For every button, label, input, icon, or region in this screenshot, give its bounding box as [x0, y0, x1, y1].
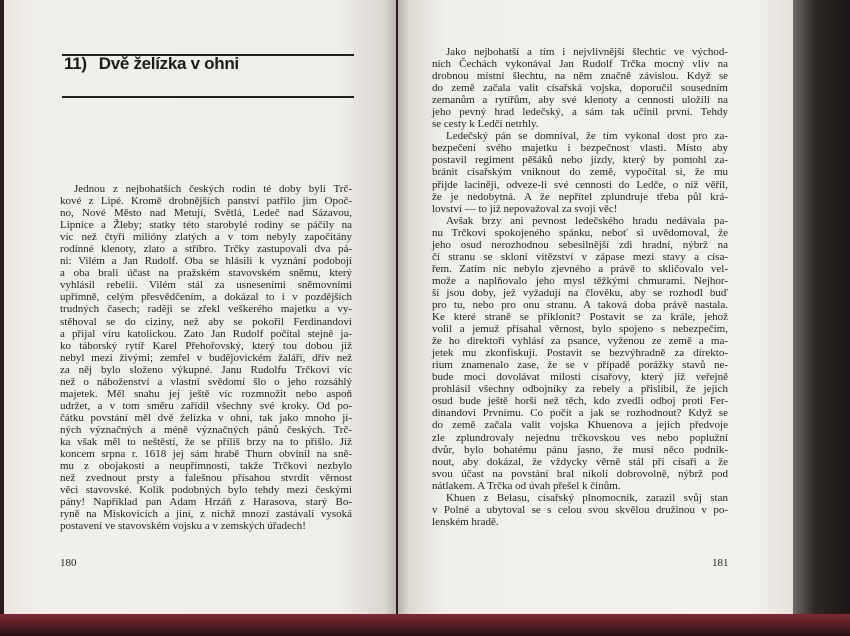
text-line: jetek mu zkonfiskují. Postavit se bezvýhradně za direkto-: [432, 347, 728, 360]
text-line: nu Trčkovi spokojeného spánku, neboť si uvědomoval, že: [432, 226, 728, 239]
text-line: čí stranu se skloní vítězství v zápase mezi stavy a císa-: [432, 250, 728, 263]
text-line: rodinné klenoty, zlato a stříbro. Trčky zastupovali dva pá-: [60, 243, 352, 256]
text-line: koncem srpna r. 1618 jej sám hrabě Thurn obvinil na sně-: [60, 448, 352, 461]
text-line: može a naplňovalo jeho mysl těžkými chmurami. Nejhor-: [432, 274, 728, 287]
text-line: za něj bylo složeno výkupné. Janu Rudolfu Trčkovi víc: [60, 363, 352, 376]
text-line: že ho direktoři vyhlásí za psance, vyženou ze země a ma-: [432, 335, 728, 348]
text-line: Jako nejbohatší a tím i nejvlivnější šlechtic ve východ-: [446, 46, 728, 58]
text-line: udržet, a v tom směru zařídil všechny své kroky. Od po-: [60, 399, 352, 412]
text-line: a oba brali účast na pražském stavovském sněmu, který: [60, 267, 352, 280]
text-line: no, Nové Město nad Metují, Světlá, Ledeč nad Sázavou,: [60, 207, 352, 220]
text-line: bude moci dovolávat milosti císařovy, který již veřejně: [432, 371, 728, 384]
text-line: Ke které straně se přiklonit? Postavit se za krále, jehož: [432, 311, 728, 324]
text-line: upřímně, celým přesvědčením, a dokázal to i v pozdějších: [60, 291, 352, 304]
text-line: přijde laciněji, odveze-li své cennosti do Ledče, o níž věřil,: [432, 178, 728, 191]
text-line: drobnou místní šlechtu, na něm značně závislou. Když se: [432, 70, 728, 83]
text-line: lovství — to již nepovažoval za svoji věc!: [432, 202, 618, 215]
right-body-text: [432, 46, 728, 528]
text-line: v Polné a ubytoval se s celou svou skvělou družinou v po-: [432, 503, 728, 516]
text-line: čátku povstání měl dvě želízka v ohni, tak jako mnoho ji-: [60, 411, 352, 424]
text-line: vyhlásil rebelii. Vilém stál za usneseními sněmovními: [60, 279, 352, 292]
text-line: Jednou z nejbohatších českých rodin té doby byli Trč-: [74, 183, 352, 195]
text-line: ních Čechách vykonával Jan Rudolf Trčka mocný vliv na: [432, 58, 728, 71]
left-page: [4, 0, 396, 618]
title-bottom-rule: [62, 96, 354, 98]
text-line: Lipnice a Žleby; statky této starobylé rodiny se páčily na: [60, 219, 352, 232]
text-line: dinandovi Prvnímu. Co počít a jak se rozhodnout? Když se: [432, 407, 728, 420]
chapter-number: 11): [64, 54, 87, 73]
text-line: stěhoval se do ciziny, než aby se pokořil Ferdinandovi: [60, 315, 352, 328]
text-line: ší jsou doby, jež vyžadují na člověku, aby se rozhodl buď: [432, 286, 728, 299]
text-line: se cesty k Ledči netrhly.: [432, 118, 539, 131]
text-line: postavil regiment pěšáků nebo jízdy, který by pomohl za-: [432, 154, 728, 167]
text-line: víc než čtyři milióny zlatých a v tom nebyly započítány: [60, 231, 352, 244]
text-line: ryně na Miskovicích a jiní, z nichž mnozí zastávali vysoká: [60, 508, 352, 521]
book-cover-edge: [0, 614, 850, 636]
page-number-left: 180: [60, 557, 77, 569]
text-line: ni: Vilém a Jan Rudolf. Oba se hlásili k vyznání podobojí: [60, 255, 352, 268]
text-line: volil a jemuž přísahal věrnost, bylo spojeno s nebezpečím,: [432, 323, 728, 336]
text-line: ných význačných a méně význačných pánů českých. Trč-: [60, 423, 352, 436]
page-number-right: 181: [712, 557, 729, 569]
text-line: nebyl mezi živými; zemřel v budějovickém žaláři, dřív než: [60, 351, 352, 364]
text-line: věci stavovské. Kolik podobných bylo tehdy mezi českými: [60, 484, 352, 497]
text-line: rium znamenalo zase, že se v případě porážky stavů ne-: [432, 359, 728, 372]
text-line: nout, aby dokázal, že vždycky věrně stál při císaři a že: [432, 455, 728, 468]
text-line: Ledečský pán se domníval, že tím vykonal dost pro za-: [446, 130, 728, 143]
text-line: ka však měl to neštěstí, že se příliš brzy na to přišlo. Již: [60, 435, 352, 448]
text-line: pro tu, nebo pro onu stranu. A taková doba právě nastala.: [432, 298, 728, 311]
chapter-title: Dvě želízka v ohni: [98, 54, 239, 73]
text-line: do země začala valit vojska Khuenova a jejich předvoje: [432, 419, 728, 432]
text-line: dvůr, bylo bohatému pánu jasno, že musí něco podnik-: [432, 443, 728, 456]
text-line: postavení ve stavovském vojsku a v zemských úřadech!: [60, 520, 306, 533]
text-line: zemanům a rytířům, aby své klenoty a cennosti uložili na: [432, 94, 728, 107]
text-line: prohlásil všechny odbojníky za rebely a přislíbil, že jejich: [432, 383, 728, 396]
chapter-heading: [64, 54, 239, 74]
left-body-text: [60, 183, 352, 532]
text-line: Avšak brzy ani pevnost ledečského hradu nedávala pa-: [446, 214, 728, 227]
text-line: osud bude ještě horší než těch, kdo zvedli odboj proti Fer-: [432, 395, 728, 408]
text-line: trudných časech; raději se zřekl veškerého majetku a vy-: [60, 303, 352, 316]
text-line: a přijal víru katolickou. Zato Jan Rudolf počítal stejně ja-: [60, 327, 352, 340]
text-line: kové z Lipé. Kromě drobnějších panství patřilo jim Opoč-: [60, 195, 352, 208]
text-line: ko táborský rytíř Karel Přehořovský, který tou dobou již: [60, 339, 352, 352]
text-line: bezpečení svého majetku i bezpečnost vlasti. Místo aby: [432, 142, 728, 155]
text-line: než o náboženství a vlastní svědomí šlo o jeho rozsáhlý: [60, 375, 352, 388]
text-line: že je nedobytná. A že nepřítel zplundruje třeba půl krá-: [432, 190, 728, 203]
text-line: do země začala valit císařská vojska, doporučil sousedním: [432, 82, 728, 95]
text-line: svou účast na povstání bral nikoli dobrovolně, nýbrž pod: [432, 467, 728, 480]
text-line: jeho pevný hrad ledečský, a sám tak učinil první. Tehdy: [432, 106, 728, 119]
text-line: nátlakem. A Trčka od úvah přešel k činům.: [432, 479, 621, 492]
right-page: [398, 0, 793, 618]
text-line: zle zplundrovaly nejednu trčkovskou ves nebo poplužní: [432, 431, 728, 444]
text-line: lenském hradě.: [432, 515, 499, 528]
book-edge: [793, 0, 850, 636]
text-line: jeho osud nerozhodnou sebesilnější zdi hradní, nýbrž na: [432, 238, 728, 251]
text-line: řem. Zatím nic nebylo zjevného a právě to skličovalo vel-: [432, 262, 728, 275]
text-line: majetek. Měl snahu jej ještě víc rozmnožit nebo aspoň: [60, 387, 352, 400]
text-line: než zvednout prsty a falešnou přísahou stvrdit věrnost: [60, 472, 352, 485]
text-line: bránit císařským vniknout do země, vypočítal si, že mu: [432, 166, 728, 179]
text-line: pány! Například pan Adam Hrzáň z Harasova, starý Bo-: [60, 496, 352, 509]
text-line: Khuen z Belasu, císařský plnomocník, zarazil svůj stan: [446, 491, 728, 504]
text-line: mu z obojakosti a neupřímnosti, takže Trčkovi nezbylo: [60, 460, 352, 473]
